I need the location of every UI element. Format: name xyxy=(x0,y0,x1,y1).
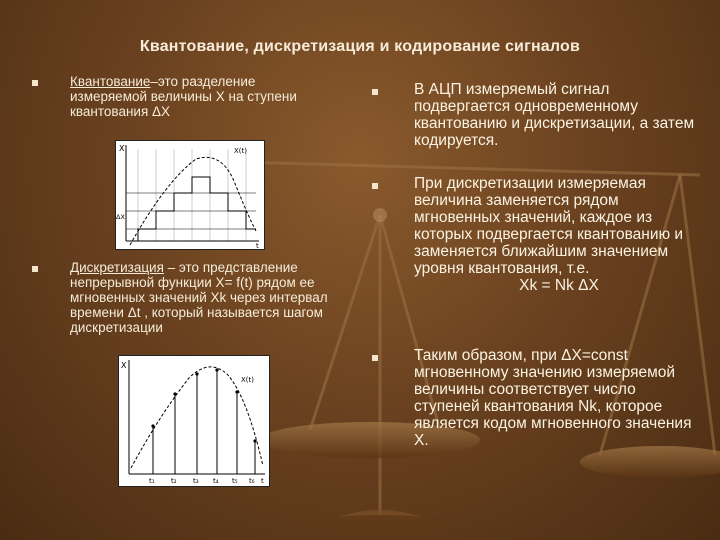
tick-label: t₂ xyxy=(171,477,177,485)
discretization-text: – это представление непрерывной функции Х= f(t) рядом ее мгновенных значений Хk через интервал времени Δt , который называется шагом дискретизации xyxy=(70,260,328,335)
tick-label: t₄ xyxy=(213,477,219,485)
discretization-definition xyxy=(70,260,360,335)
quantization-formula: Xk = Nk ΔX xyxy=(519,277,599,294)
bullet-marker xyxy=(372,89,378,95)
quantization-text: –это разделение измеряемой величины Х на ступени квантования ΔХ xyxy=(70,74,297,119)
quantization-term: Квантование xyxy=(70,74,151,89)
tick-label: t₃ xyxy=(193,477,199,485)
y-axis-label: X xyxy=(121,361,127,370)
step-label: ΔX xyxy=(116,213,125,221)
discretization-description xyxy=(414,175,704,294)
quantization-definition xyxy=(70,74,335,119)
tick-label: t₆ xyxy=(249,477,255,485)
bullet-marker xyxy=(372,355,378,361)
bullet-marker xyxy=(32,80,38,86)
y-axis-label: X xyxy=(119,144,125,153)
curve-label: X(t) xyxy=(241,376,255,384)
bullet-marker xyxy=(372,183,378,189)
quantization-graph xyxy=(115,140,265,250)
discretization-term: Дискретизация xyxy=(70,260,164,275)
adc-description: В АЦП измеряемый сигнал подвергается одновременному квантованию и дискретизации, а затем кодируется. xyxy=(414,81,695,149)
code-description: Таким образом, при ΔX=const мгновенному значению измеряемой величины соответствует число ступеней квантования Nk, которое является кодом мгновенного значения Х. xyxy=(414,347,692,449)
bullet-marker xyxy=(32,266,38,272)
discretization-description-text: При дискретизации измеряемая величина заменяется рядом мгновенных значений, каждое из которых подвергается квантованию и заменяется ближайшим значением уровня квантования, т.е. xyxy=(414,175,684,277)
tick-label: t₅ xyxy=(232,477,238,485)
curve-label: X(t) xyxy=(234,147,248,155)
x-axis-label: t xyxy=(256,242,259,249)
discretization-graph xyxy=(118,355,270,487)
tick-label: t xyxy=(261,477,264,485)
slide-title: Квантование, дискретизация и кодирование сигналов xyxy=(139,38,581,55)
tick-label: t₁ xyxy=(149,477,155,485)
